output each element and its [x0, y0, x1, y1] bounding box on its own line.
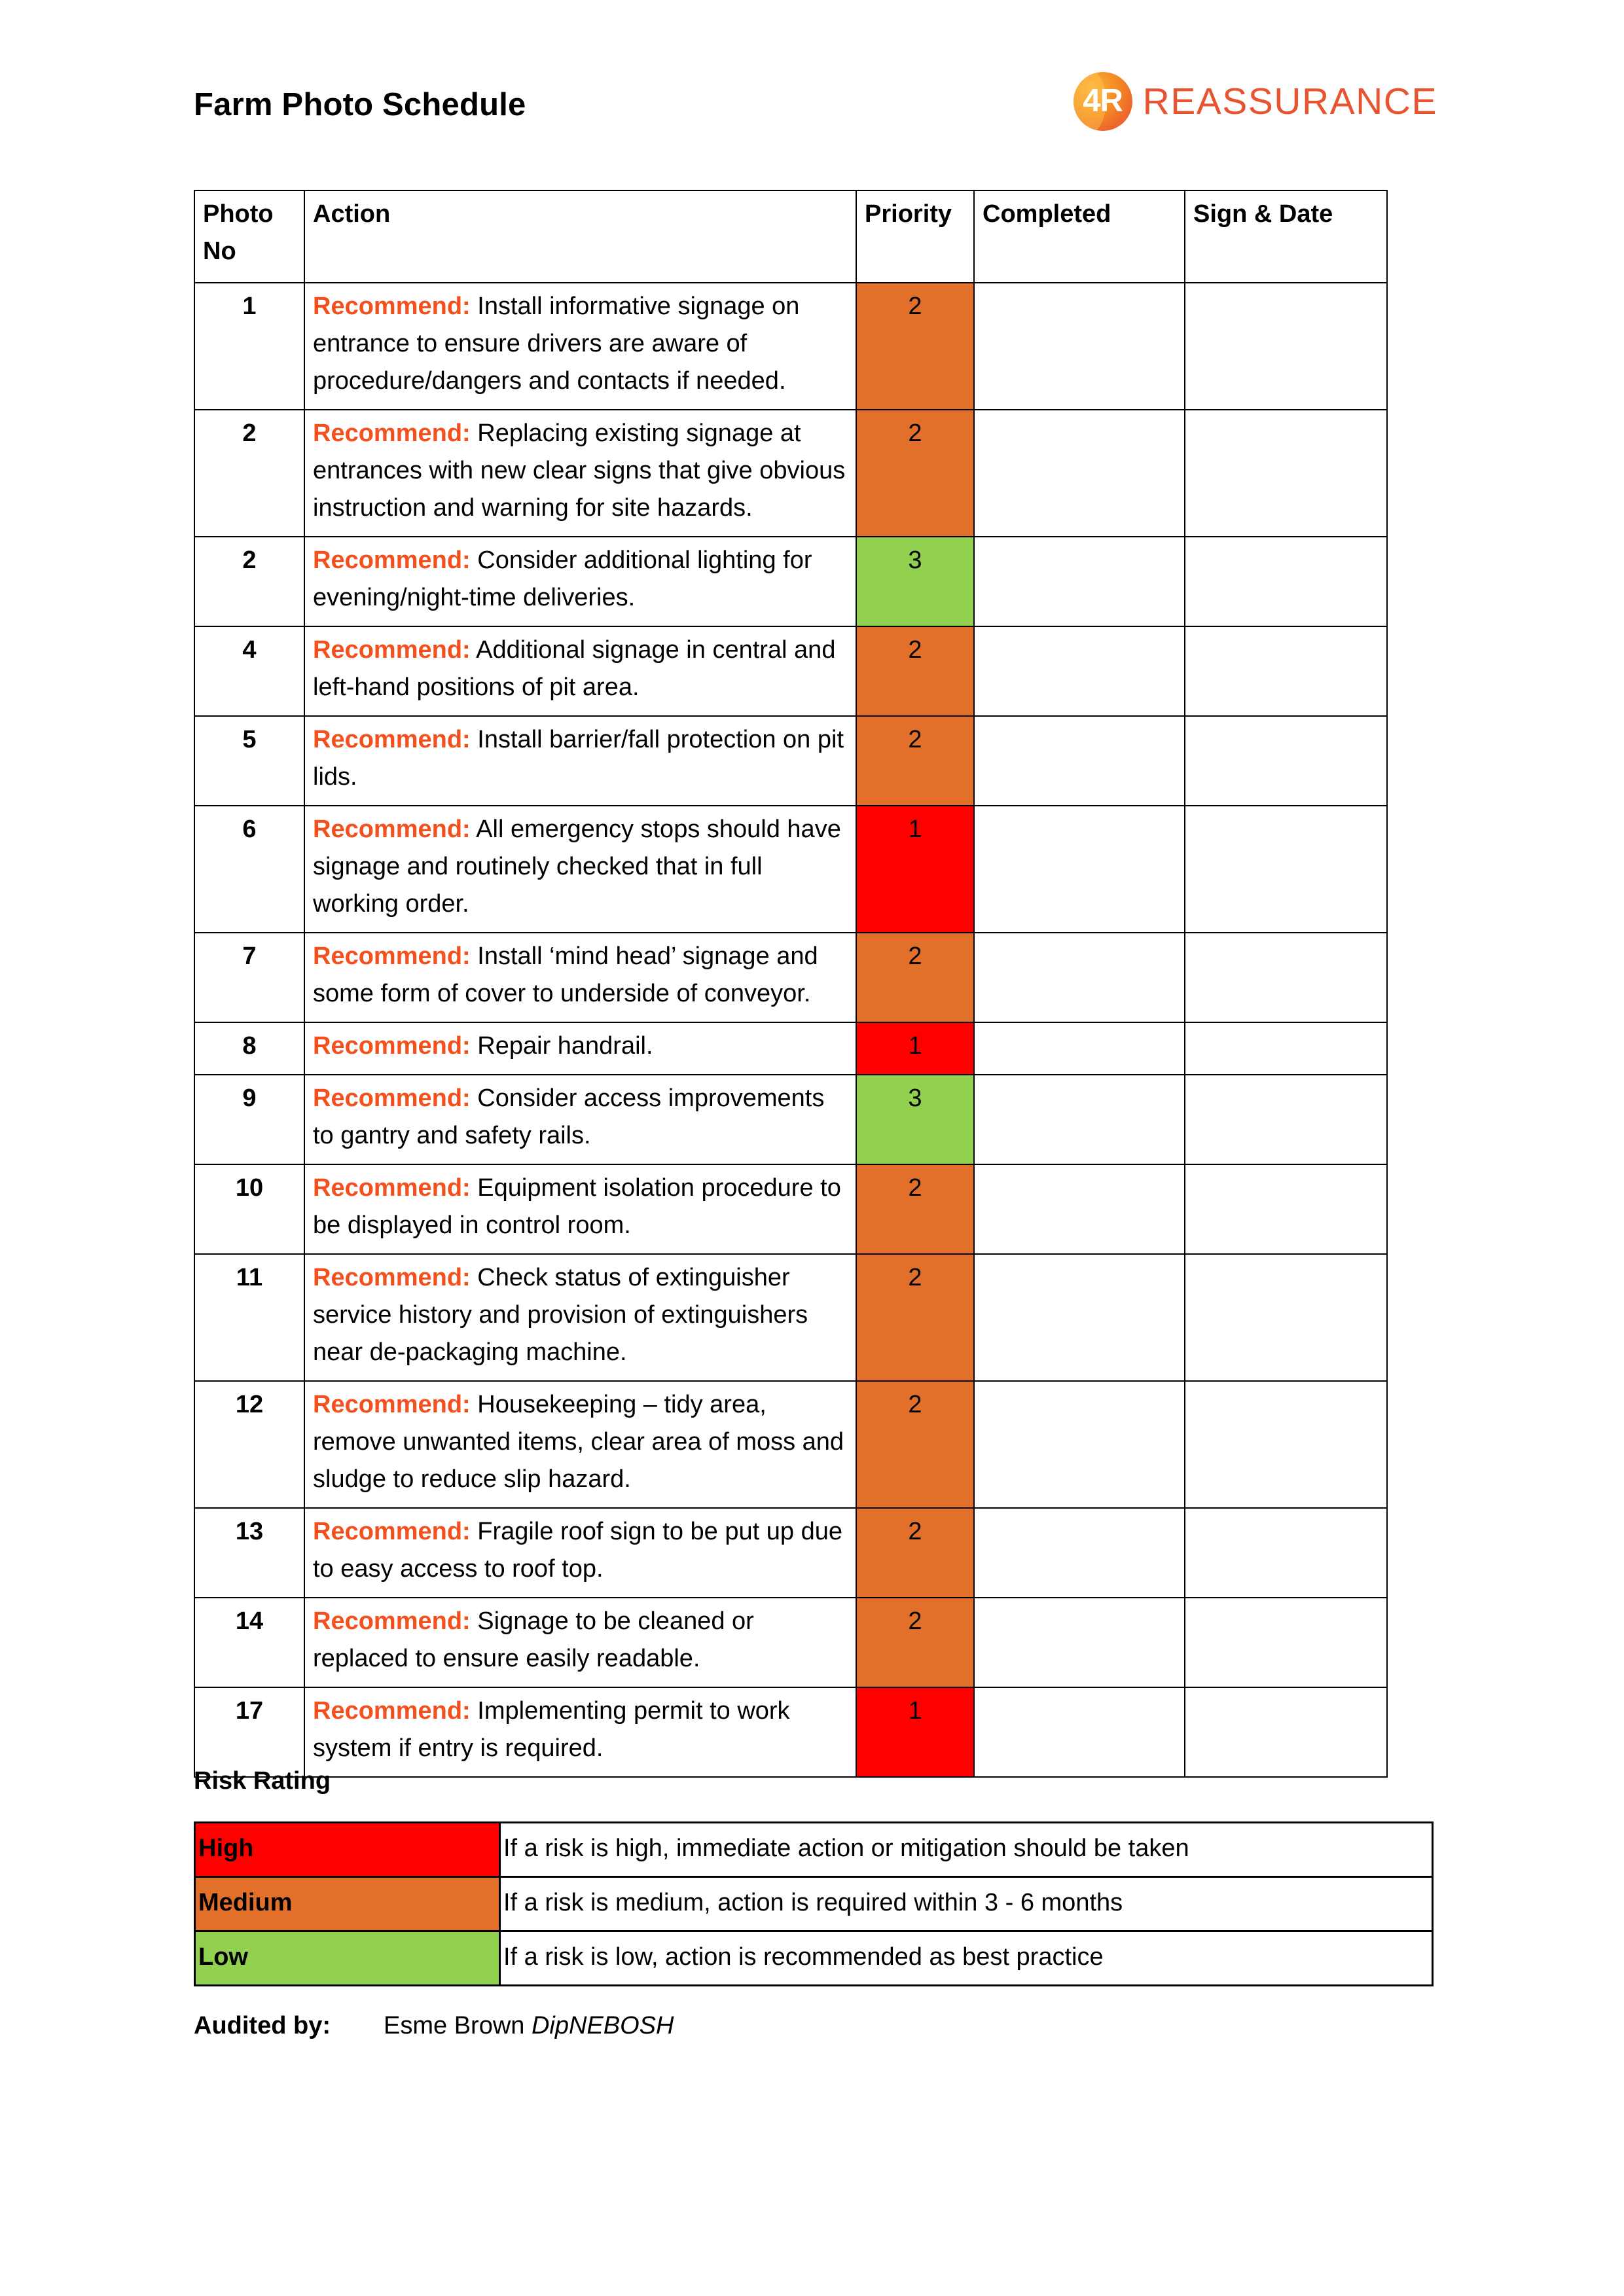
cell-priority: 2 — [856, 410, 974, 537]
cell-completed[interactable] — [974, 1022, 1185, 1075]
company-logo — [1074, 63, 1437, 140]
cell-action — [304, 1254, 856, 1381]
action-text: Consider access improvements to gantry and safety rails. — [313, 1085, 825, 1149]
auditor-qualification: DipNEBOSH — [531, 2012, 674, 2039]
cell-photo-no: 6 — [194, 806, 304, 933]
legend-level-swatch: Low — [195, 1931, 500, 1986]
legend-description: If a risk is medium, action is required within 3 - 6 months — [500, 1877, 1433, 1931]
cell-sign-date[interactable] — [1185, 933, 1387, 1022]
cell-photo-no: 17 — [194, 1687, 304, 1777]
action-text: Install informative signage on entrance to ensure drivers are aware of procedure/dangers and contacts if needed. — [313, 293, 800, 395]
column-header-completed: Completed — [974, 190, 1185, 283]
table-row — [194, 1254, 1387, 1381]
cell-completed[interactable] — [974, 1687, 1185, 1777]
cell-priority: 2 — [856, 1254, 974, 1381]
schedule-table — [194, 190, 1388, 1778]
logo-badge-text: 4R — [1083, 82, 1123, 118]
recommend-label: Recommend: — [313, 1032, 471, 1060]
cell-completed[interactable] — [974, 283, 1185, 410]
cell-action — [304, 1075, 856, 1164]
column-header-photo-no: Photo No — [194, 190, 304, 283]
cell-priority: 2 — [856, 716, 974, 806]
cell-priority: 3 — [856, 1075, 974, 1164]
table-row — [194, 1381, 1387, 1508]
legend-row — [195, 1931, 1433, 1986]
cell-sign-date[interactable] — [1185, 806, 1387, 933]
cell-photo-no: 1 — [194, 283, 304, 410]
table-row — [194, 410, 1387, 537]
action-text: Repair handrail. — [470, 1032, 653, 1060]
table-row — [194, 1164, 1387, 1254]
schedule-table-header — [194, 190, 1387, 283]
recommend-label: Recommend: — [313, 636, 471, 664]
cell-priority: 2 — [856, 1164, 974, 1254]
cell-sign-date[interactable] — [1185, 537, 1387, 626]
cell-photo-no: 5 — [194, 716, 304, 806]
audited-by-label: Audited by: — [194, 2012, 331, 2039]
cell-photo-no: 2 — [194, 410, 304, 537]
cell-completed[interactable] — [974, 537, 1185, 626]
cell-action — [304, 1508, 856, 1598]
legend-description: If a risk is low, action is recommended as best practice — [500, 1931, 1433, 1986]
cell-action — [304, 1022, 856, 1075]
action-text: Signage to be cleaned or replaced to ensure easily readable. — [313, 1607, 754, 1672]
recommend-label: Recommend: — [313, 420, 471, 447]
recommend-label: Recommend: — [313, 1174, 471, 1202]
legend-row — [195, 1877, 1433, 1931]
cell-action — [304, 537, 856, 626]
cell-action — [304, 283, 856, 410]
recommend-label: Recommend: — [313, 1607, 471, 1635]
cell-sign-date[interactable] — [1185, 716, 1387, 806]
cell-photo-no: 12 — [194, 1381, 304, 1508]
action-text: Install ‘mind head’ signage and some form of cover to underside of conveyor. — [313, 942, 818, 1007]
table-row — [194, 716, 1387, 806]
cell-sign-date[interactable] — [1185, 1164, 1387, 1254]
risk-rating-legend-table — [194, 1821, 1434, 1986]
column-header-sign-date: Sign & Date — [1185, 190, 1387, 283]
table-row — [194, 1687, 1387, 1777]
cell-photo-no: 8 — [194, 1022, 304, 1075]
cell-sign-date[interactable] — [1185, 283, 1387, 410]
legend-row — [195, 1823, 1433, 1877]
legend-level-swatch: Medium — [195, 1877, 500, 1931]
audited-by-line — [194, 2012, 674, 2040]
cell-sign-date[interactable] — [1185, 1508, 1387, 1598]
recommend-label: Recommend: — [313, 1518, 471, 1545]
table-row — [194, 1075, 1387, 1164]
logo-badge-icon — [1074, 72, 1132, 131]
recommend-label: Recommend: — [313, 1264, 471, 1291]
action-text: Install barrier/fall protection on pit lids. — [313, 726, 844, 791]
legend-level-swatch: High — [195, 1823, 500, 1877]
cell-sign-date[interactable] — [1185, 1254, 1387, 1381]
recommend-label: Recommend: — [313, 816, 471, 843]
cell-sign-date[interactable] — [1185, 1022, 1387, 1075]
cell-photo-no: 2 — [194, 537, 304, 626]
cell-priority: 3 — [856, 537, 974, 626]
cell-priority: 2 — [856, 1598, 974, 1687]
cell-priority: 2 — [856, 1381, 974, 1508]
cell-sign-date[interactable] — [1185, 410, 1387, 537]
cell-priority: 2 — [856, 933, 974, 1022]
logo-wordmark: REASSURANCE — [1142, 80, 1437, 122]
cell-priority: 2 — [856, 283, 974, 410]
table-row — [194, 1508, 1387, 1598]
table-row — [194, 1022, 1387, 1075]
cell-action — [304, 933, 856, 1022]
table-header-row — [194, 190, 1387, 283]
table-row — [194, 283, 1387, 410]
action-text: Check status of extinguisher service history and provision of extinguishers near de-packaging machine. — [313, 1264, 808, 1366]
cell-action — [304, 806, 856, 933]
cell-priority: 1 — [856, 806, 974, 933]
cell-completed[interactable] — [974, 1598, 1185, 1687]
page-title: Farm Photo Schedule — [194, 87, 526, 122]
cell-completed[interactable] — [974, 1508, 1185, 1598]
action-text: Equipment isolation procedure to be displayed in control room. — [313, 1174, 841, 1239]
table-row — [194, 806, 1387, 933]
table-row — [194, 1598, 1387, 1687]
cell-action — [304, 1687, 856, 1777]
schedule-table-container — [194, 190, 1386, 1778]
cell-photo-no: 13 — [194, 1508, 304, 1598]
cell-photo-no: 4 — [194, 626, 304, 716]
table-row — [194, 933, 1387, 1022]
cell-completed[interactable] — [974, 933, 1185, 1022]
cell-sign-date[interactable] — [1185, 1687, 1387, 1777]
risk-rating-heading: Risk Rating — [194, 1767, 331, 1795]
cell-sign-date[interactable] — [1185, 1381, 1387, 1508]
cell-completed[interactable] — [974, 1254, 1185, 1381]
risk-rating-legend-container — [194, 1821, 1434, 1986]
recommend-label: Recommend: — [313, 1391, 471, 1418]
action-text: Implementing permit to work system if entry is required. — [313, 1697, 790, 1762]
schedule-table-body — [194, 283, 1387, 1777]
cell-action — [304, 1598, 856, 1687]
action-text: Consider additional lighting for evening/night-time deliveries. — [313, 547, 812, 611]
cell-priority: 2 — [856, 626, 974, 716]
action-text: All emergency stops should have signage and routinely checked that in full working order. — [313, 816, 841, 918]
table-row — [194, 626, 1387, 716]
cell-priority: 2 — [856, 1508, 974, 1598]
action-text: Replacing existing signage at entrances with new clear signs that give obvious instruction and warning for site hazards. — [313, 420, 846, 522]
cell-photo-no: 9 — [194, 1075, 304, 1164]
cell-priority: 1 — [856, 1022, 974, 1075]
cell-completed[interactable] — [974, 1381, 1185, 1508]
recommend-label: Recommend: — [313, 293, 471, 320]
risk-rating-legend-body — [195, 1823, 1433, 1986]
action-text: Fragile roof sign to be put up due to easy access to roof top. — [313, 1518, 842, 1583]
cell-completed[interactable] — [974, 1075, 1185, 1164]
cell-completed[interactable] — [974, 806, 1185, 933]
cell-action — [304, 1164, 856, 1254]
cell-photo-no: 14 — [194, 1598, 304, 1687]
auditor-name: Esme Brown — [384, 2012, 525, 2039]
cell-completed[interactable] — [974, 1164, 1185, 1254]
cell-photo-no: 10 — [194, 1164, 304, 1254]
cell-action — [304, 1381, 856, 1508]
cell-sign-date[interactable] — [1185, 1598, 1387, 1687]
cell-sign-date[interactable] — [1185, 626, 1387, 716]
recommend-label: Recommend: — [313, 942, 471, 970]
action-text: Housekeeping – tidy area, remove unwanted items, clear area of moss and sludge to reduce slip hazard. — [313, 1391, 844, 1493]
cell-completed[interactable] — [974, 716, 1185, 806]
cell-completed[interactable] — [974, 410, 1185, 537]
recommend-label: Recommend: — [313, 1085, 471, 1112]
cell-action — [304, 716, 856, 806]
document-header — [194, 63, 1437, 154]
cell-priority: 1 — [856, 1687, 974, 1777]
recommend-label: Recommend: — [313, 726, 471, 753]
recommend-label: Recommend: — [313, 547, 471, 574]
cell-completed[interactable] — [974, 626, 1185, 716]
legend-description: If a risk is high, immediate action or mitigation should be taken — [500, 1823, 1433, 1877]
cell-photo-no: 7 — [194, 933, 304, 1022]
action-text: Additional signage in central and left-hand positions of pit area. — [313, 636, 836, 701]
column-header-priority: Priority — [856, 190, 974, 283]
table-row — [194, 537, 1387, 626]
recommend-label: Recommend: — [313, 1697, 471, 1725]
cell-action — [304, 410, 856, 537]
cell-sign-date[interactable] — [1185, 1075, 1387, 1164]
column-header-action: Action — [304, 190, 856, 283]
cell-photo-no: 11 — [194, 1254, 304, 1381]
cell-action — [304, 626, 856, 716]
